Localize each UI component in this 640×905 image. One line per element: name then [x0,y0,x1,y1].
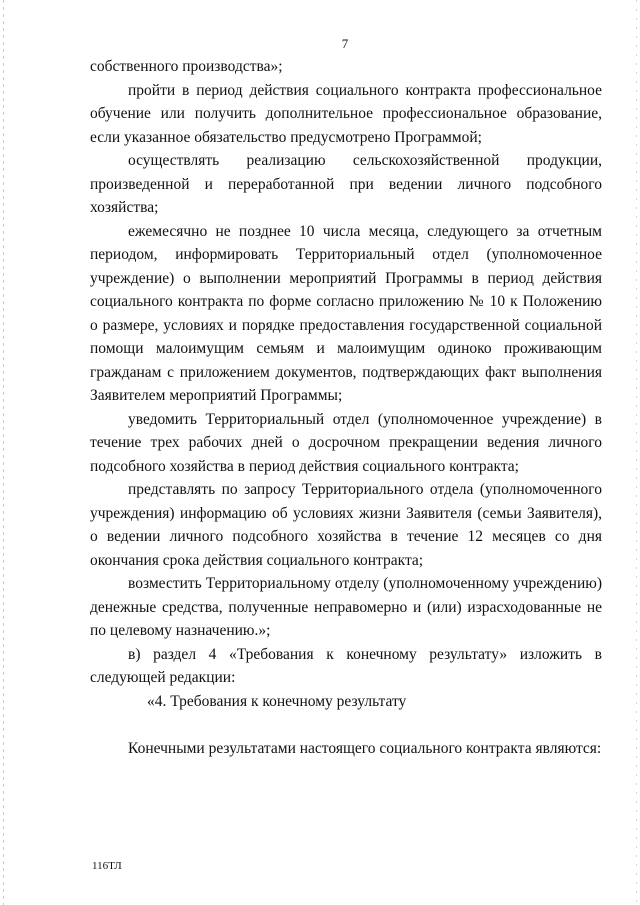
document-body [90,55,602,760]
paragraph-sell-produce: осуществлять реализацию сельскохозяйственной продукции, произведенной и переработанной при ведении личного подсобного хозяйства; [90,152,602,216]
paragraph-notify-termination: уведомить Территориальный отдел (уполномоченное учреждение) в течение трех рабочих дней о досрочном прекращении ведения личного подсобного хозяйства в период действия социального контракта; [90,410,602,475]
footer-document-code: 116ТЛ [92,860,122,872]
paragraph-section-4-amendment: в) раздел 4 «Требования к конечному результату» изложить в следующей редакции: [90,645,602,686]
paragraph-continuation: собственного производства»; [90,58,283,75]
paragraph-training-obligation: пройти в период действия социального контракта профессиональное обучение или получить дополнительное профессиональное образование, если указанное обязательство предусмотрено Программой; [90,81,602,146]
paragraph-final-results: Конечными результатами настоящего социального контракта являются: [128,739,602,757]
scan-edge-right [636,0,637,905]
scan-edge-left [3,0,4,905]
paragraph-monthly-report: ежемесячно не позднее 10 числа месяца, следующего за отчетным периодом, информировать Территориальный отдел (уполномоченное учреждение) о выполнении мероприятий Программы в период действия социального контракта по форме согласно приложению № 10 к Положению о размере, условиях и порядке предоставления государственной социальной помощи малоимущим семьям и малоимущим одиноко проживающим гражданам с приложением документов, подтверждающих факт выполнения Заявителем мероприятий Программы; [90,222,602,404]
section-heading: «4. Требования к конечному результату [147,692,407,710]
paragraph-provide-information: представлять по запросу Территориального отдела (уполномоченного учреждения) информацию об условиях жизни Заявителя (семьи Заявителя), о ведении личного подсобного хозяйства в течение 12 месяцев со дня окончания срока действия социального контракта; [90,481,602,569]
page-number: 7 [341,36,349,51]
paragraph-refund-funds: возместить Территориальному отделу (уполномоченному учреждению) денежные средства, полученные неправомерно и (или) израсходованные не по целевому назначению.»; [90,575,602,639]
